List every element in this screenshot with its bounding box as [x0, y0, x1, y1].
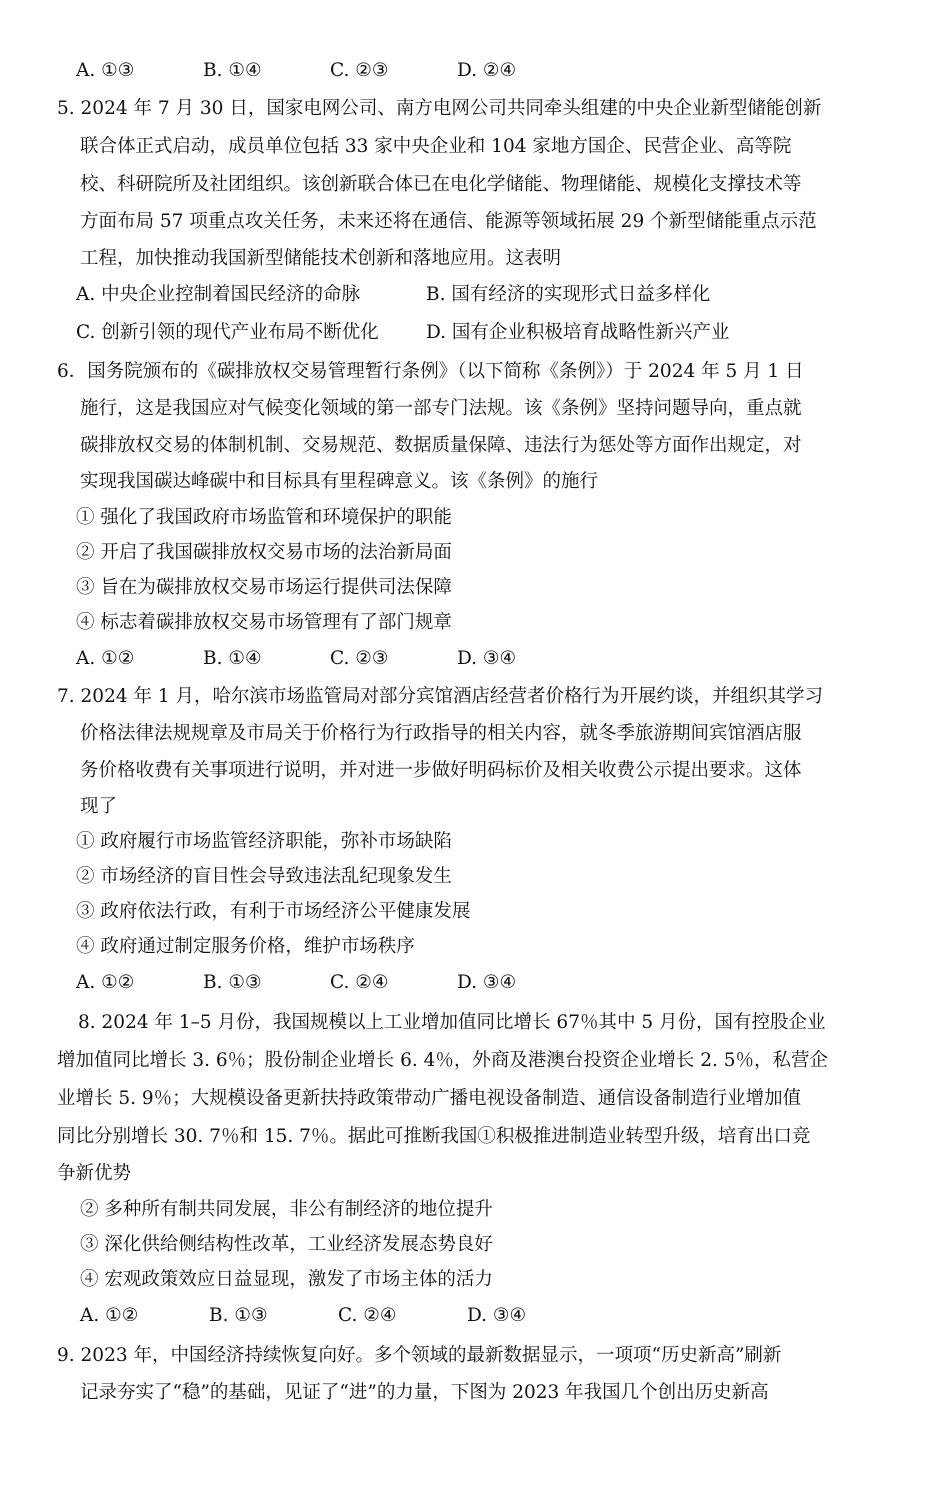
prev-question-options	[76, 58, 584, 84]
option-b[interactable]: B. ①③	[203, 972, 262, 993]
question-stem-line: 校、科研院所及社团组织。该创新联合体已在电化学储能、物理储能、规模化支撑技术等	[80, 174, 802, 195]
question-stem-line: 业增长 5. 9％；大规模设备更新扶持政策带动广播电视设备制造、通信设备制造行业增加值	[57, 1088, 802, 1109]
option-d[interactable]: D. ③④	[457, 972, 517, 993]
statement: ④ 标志着碳排放权交易市场管理有了部门规章	[76, 612, 452, 633]
statement: ③ 深化供给侧结构性改革，工业经济发展态势良好	[80, 1234, 493, 1255]
option-b[interactable]: B. ①④	[203, 648, 262, 669]
option-c[interactable]: C. ②③	[330, 60, 389, 81]
statement: ③ 政府依法行政，有利于市场经济公平健康发展	[76, 901, 471, 922]
question-stem-line: 8. 2024 年 1–5 月份，我国规模以上工业增加值同比增长 67％其中 5 月份，国有控股企业	[78, 1012, 826, 1033]
question-stem-line: 方面布局 57 项重点攻关任务，未来还将在通信、能源等领域拓展 29 个新型储能重点示范	[80, 211, 817, 232]
option-c[interactable]: C. ②④	[330, 972, 389, 993]
option-a[interactable]: A. 中央企业控制着国民经济的命脉	[76, 284, 361, 305]
question-6-options	[76, 646, 584, 672]
question-stem-line: 联合体正式启动，成员单位包括 33 家中央企业和 104 家地方国企、民营企业、高等院	[80, 136, 792, 157]
question-7-options	[76, 970, 584, 996]
question-stem-line: 同比分别增长 30. 7％和 15. 7％。据此可推断我国①积极推进制造业转型升级，培育出口竞	[57, 1126, 811, 1147]
option-c[interactable]: C. ②③	[330, 648, 389, 669]
option-b[interactable]: B. 国有经济的实现形式日益多样化	[426, 284, 711, 305]
option-c[interactable]: C. 创新引领的现代产业布局不断优化	[76, 322, 379, 343]
question-5-options-row-2	[76, 320, 729, 346]
question-stem-line: 价格法律法规规章及市局关于价格行为行政指导的相关内容，就冬季旅游期间宾馆酒店服	[80, 723, 802, 744]
option-a[interactable]: A. ①②	[80, 1305, 139, 1326]
option-a[interactable]: A. ①③	[76, 60, 135, 81]
statement: ③ 旨在为碳排放权交易市场运行提供司法保障	[76, 577, 452, 598]
statement: ② 市场经济的盲目性会导致违法乱纪现象发生	[76, 866, 452, 887]
option-d[interactable]: D. 国有企业积极培育战略性新兴产业	[426, 322, 730, 343]
statement: ② 开启了我国碳排放权交易市场的法治新局面	[76, 542, 452, 563]
option-c[interactable]: C. ②④	[338, 1305, 397, 1326]
option-a[interactable]: A. ①②	[76, 972, 135, 993]
statement: ① 政府履行市场监管经济职能，弥补市场缺陷	[76, 831, 452, 852]
question-stem-line: 争新优势	[57, 1163, 132, 1184]
question-stem-line: 9. 2023 年，中国经济持续恢复向好。多个领域的最新数据显示，一项项“历史新高”刷新	[57, 1345, 782, 1366]
option-a[interactable]: A. ①②	[76, 648, 135, 669]
question-stem-line: 记录夯实了“稳”的基础，见证了“进”的力量，下图为 2023 年我国几个创出历史新高	[80, 1382, 769, 1403]
option-b[interactable]: B. ①④	[203, 60, 262, 81]
question-stem-line: 实现我国碳达峰碳中和目标具有里程碑意义。该《条例》的施行	[80, 471, 599, 492]
question-stem-line: 5. 2024 年 7 月 30 日，国家电网公司、南方电网公司共同牵头组建的中央企业新型储能创新	[57, 98, 822, 119]
option-d[interactable]: D. ③④	[467, 1305, 527, 1326]
statement: ① 强化了我国政府市场监管和环境保护的职能	[76, 507, 452, 528]
question-stem-line: 施行，这是我国应对气候变化领域的第一部专门法规。该《条例》坚持问题导向，重点就	[80, 398, 802, 419]
question-5-options-row-1	[76, 282, 710, 308]
question-stem-line: 6．国务院颁布的《碳排放权交易管理暂行条例》（以下简称《条例》）于 2024 年 5 月 1 日	[57, 361, 804, 382]
option-d[interactable]: D. ③④	[457, 648, 517, 669]
statement: ④ 宏观政策效应日益显现，激发了市场主体的活力	[80, 1269, 493, 1290]
question-stem-line: 碳排放权交易的体制机制、交易规范、数据质量保障、违法行为惩处等方面作出规定，对	[80, 435, 802, 456]
statement: ② 多种所有制共同发展，非公有制经济的地位提升	[80, 1199, 493, 1220]
option-d[interactable]: D. ②④	[457, 60, 517, 81]
statement: ④ 政府通过制定服务价格，维护市场秩序	[76, 936, 415, 957]
question-stem-line: 增加值同比增长 3. 6％；股份制企业增长 6. 4％，外商及港澳台投资企业增长 2. 5％，私营企	[57, 1050, 829, 1071]
question-stem-line: 务价格收费有关事项进行说明，并对进一步做好明码标价及相关收费公示提出要求。这体	[80, 760, 802, 781]
question-8-options	[80, 1303, 596, 1329]
question-stem-line: 现了	[80, 796, 118, 817]
question-stem-line: 工程，加快推动我国新型储能技术创新和落地应用。这表明	[80, 248, 562, 269]
option-b[interactable]: B. ①③	[209, 1305, 268, 1326]
question-stem-line: 7. 2024 年 1 月，哈尔滨市场监管局对部分宾馆酒店经营者价格行为开展约谈，并组织其学习	[57, 686, 824, 707]
